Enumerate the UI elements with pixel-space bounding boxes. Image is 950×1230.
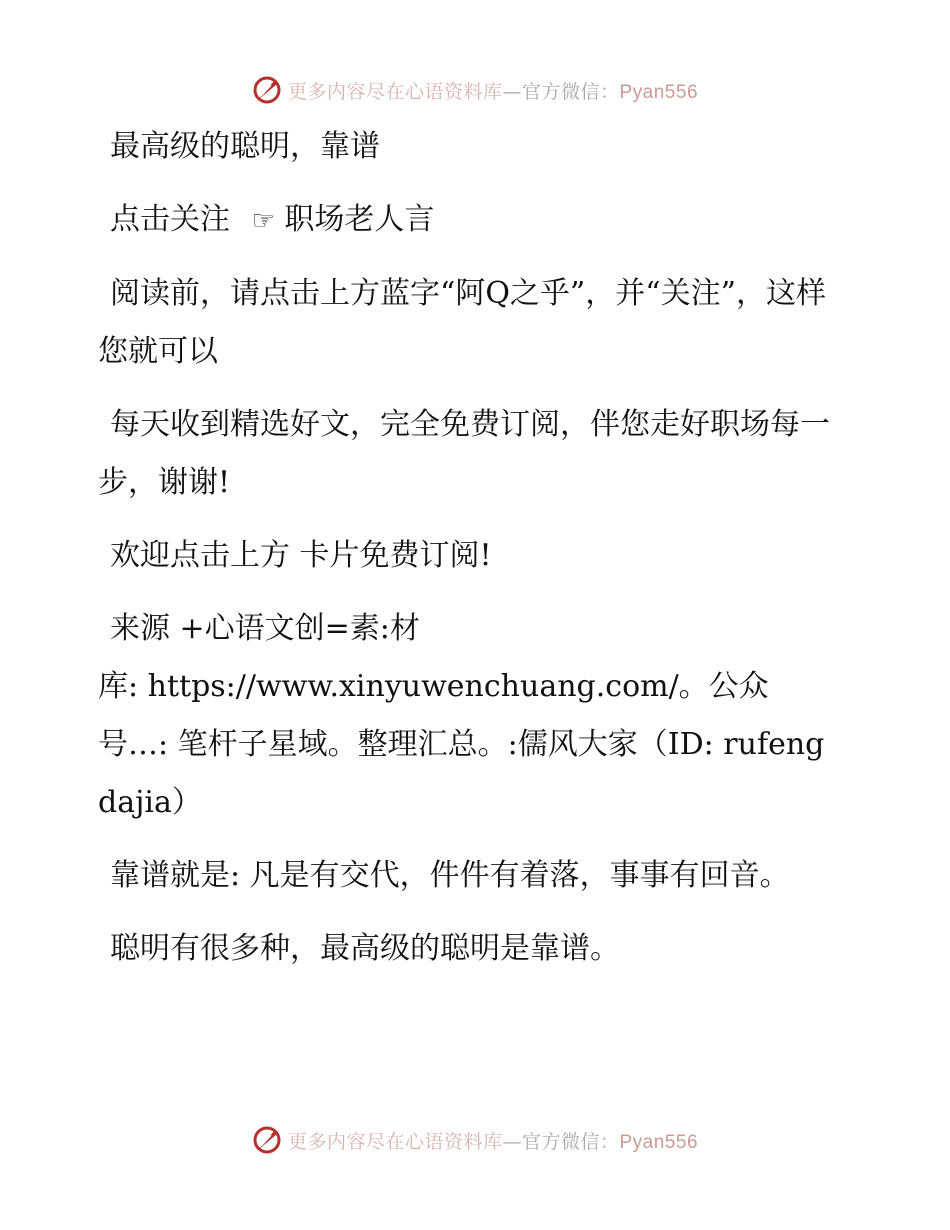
follow-account-link[interactable]: 职场老人言	[284, 202, 435, 237]
follow-line: 点击关注 ☞ 职场老人言	[98, 191, 838, 250]
pointing-hand-icon: ☞	[251, 206, 275, 236]
banner-text: 更多内容尽在心语资料库—官方微信：Pyan556	[287, 80, 699, 103]
paragraph-definition: 靠谱就是: 凡是有交代，件件有着落，事事有回音。	[110, 858, 790, 893]
paragraph-subscribe: 每天收到精选好文，完全免费订阅，伴您走好职场每一步，谢谢!	[98, 407, 830, 500]
header-banner	[0, 70, 950, 110]
banner-text: 更多内容尽在心语资料库—官方微信：Pyan556	[287, 1130, 699, 1153]
source-line-1: 来源 +心语文创=素:材	[110, 611, 420, 646]
paragraph-read-before: 阅读前，请点击上方蓝字“阿Q之乎”，并“关注”，这样您就可以	[98, 276, 826, 369]
article-title: 最高级的聪明，靠谱	[110, 129, 380, 164]
paragraph-welcome: 欢迎点击上方 卡片免费订阅!	[110, 538, 492, 573]
feather-pen-logo-icon	[252, 75, 282, 105]
source-line-2: 库: https://www.xinyuwenchuang.com/。公众号…: 笔杆子星域。整理汇总。:儒风大家（ID: rufengdajia）	[98, 669, 825, 820]
paragraph-conclusion: 聪明有很多种，最高级的聪明是靠谱。	[110, 931, 620, 966]
article-body	[98, 118, 838, 993]
footer-banner	[0, 1120, 950, 1160]
feather-pen-logo-icon	[252, 1125, 282, 1155]
